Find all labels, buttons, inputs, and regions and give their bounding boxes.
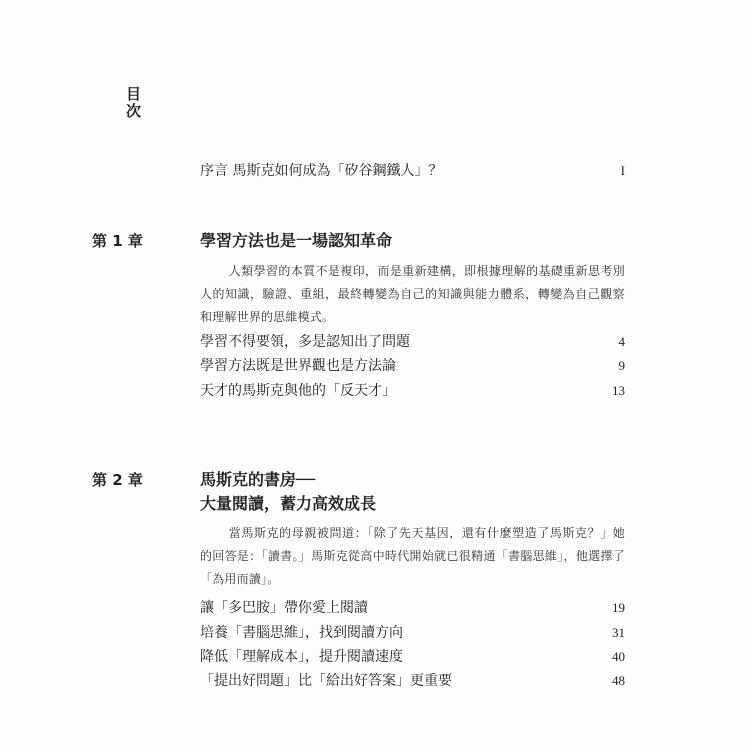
toc-heading: 目次 [124, 86, 142, 120]
toc-entry-page: 4 [618, 334, 625, 349]
toc-entry-page: 19 [612, 600, 625, 615]
toc-entry[interactable] [200, 331, 625, 353]
toc-entry-page: 48 [612, 673, 625, 688]
chapter-2-number: 第 2 章 [92, 471, 143, 489]
toc-entry-page: 40 [612, 649, 625, 664]
toc-entry[interactable] [200, 380, 625, 402]
toc-entry-preface[interactable] [200, 160, 625, 182]
toc-entry[interactable] [200, 646, 625, 668]
chapter-1-title[interactable]: 學習方法也是一場認知革命 [200, 231, 393, 250]
toc-entry-page: I [620, 163, 625, 178]
toc-entry[interactable] [200, 597, 625, 619]
chapter-2-summary: 當馬斯克的母親被問道：「除了先天基因，還有什麼塑造了馬斯克？」她的回答是：「讀書。」馬斯克從高中時代開始就已很精通「書腦思維」，他選擇了「為用而讀」。 [200, 526, 625, 586]
chapter-1-summary: 人類學習的本質不是複印，而是重新建構，即根據理解的基礎重新思考別人的知識，驗證、重組，最終轉變為自己的知識與能力體系，轉變為自己觀察和理解世界的思維模式。 [200, 264, 625, 324]
toc-entry-page: 31 [612, 625, 625, 640]
toc-entry[interactable] [200, 622, 625, 644]
toc-entry[interactable] [200, 355, 625, 377]
chapter-2-title-line2[interactable]: 大量閱讀，蓄力高效成長 [200, 494, 377, 513]
toc-entry-label: 學習方法既是世界觀也是方法論 [200, 358, 396, 374]
toc-entry-label: 學習不得要領，多是認知出了問題 [200, 334, 410, 350]
toc-entry-page: 9 [618, 358, 625, 373]
toc-entry-label: 讓「多巴胺」帶你愛上閱讀 [200, 600, 368, 616]
toc-entry-label: 培養「書腦思維」，找到閱讀方向 [200, 625, 403, 641]
toc-entry-page: 13 [612, 383, 625, 398]
chapter-1-number: 第 1 章 [92, 232, 143, 250]
chapter-2-title-line1[interactable]: 馬斯克的書房── [200, 470, 316, 489]
toc-entry-label: 「提出好問題」比「給出好答案」更重要 [200, 673, 452, 689]
toc-entry[interactable] [200, 670, 625, 692]
toc-entry-label: 降低「理解成本」，提升閱讀速度 [200, 649, 403, 665]
toc-entry-label: 天才的馬斯克與他的「反天才」 [200, 383, 396, 399]
toc-entry-label: 序言 馬斯克如何成為「矽谷鋼鐵人」？ [200, 163, 443, 179]
